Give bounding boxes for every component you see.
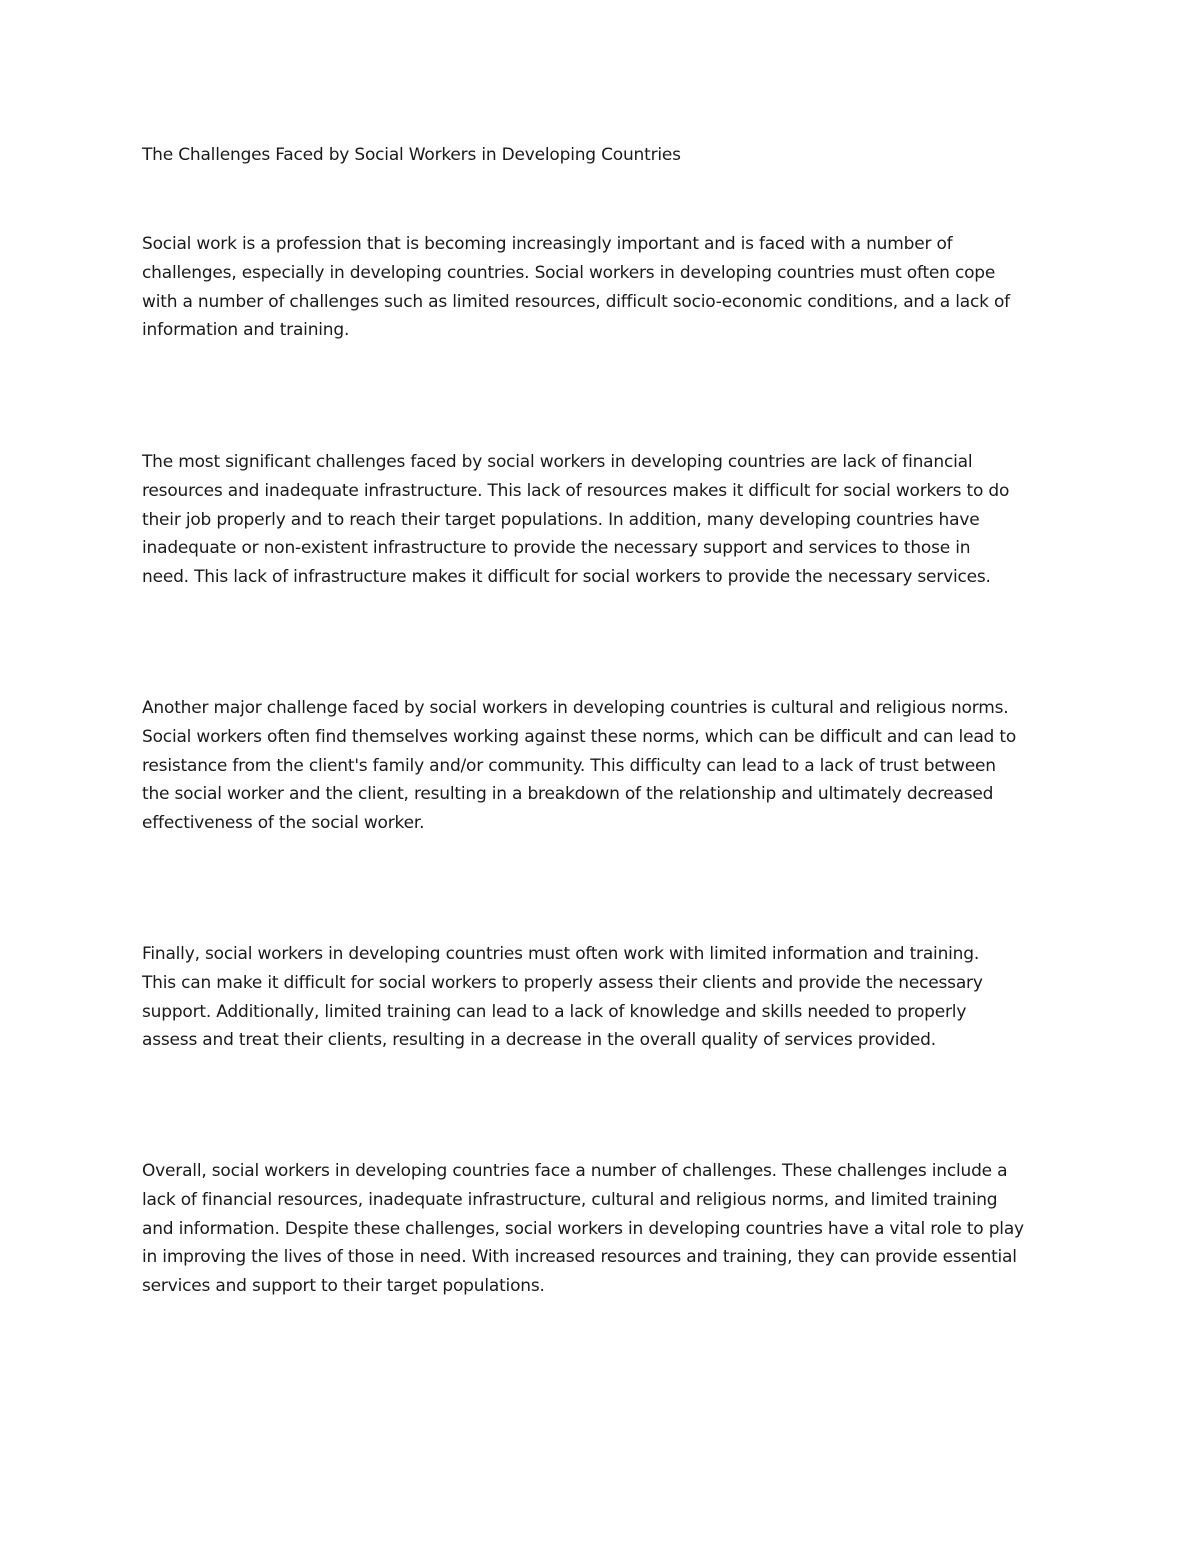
paragraph-line: Overall, social workers in developing countries face a number of challenges. These challenges include a bbox=[142, 1161, 1008, 1181]
paragraph-line: challenges, especially in developing countries. Social workers in developing countries must often cope bbox=[142, 262, 996, 283]
paragraph-line: effectiveness of the social worker. bbox=[142, 813, 425, 834]
paragraph-line: Another major challenge faced by social workers in developing countries is cultural and religious norms. bbox=[142, 698, 1009, 718]
paragraph-line: with a number of challenges such as limited resources, difficult socio-economic conditions, and a lack of bbox=[142, 291, 1010, 312]
paragraph-intro bbox=[142, 230, 1062, 345]
paragraph-line: in improving the lives of those in need. With increased resources and training, they can provide essential bbox=[142, 1247, 1017, 1268]
paragraph-information-training bbox=[142, 940, 1062, 1055]
paragraph-line: Finally, social workers in developing countries must often work with limited information and training. bbox=[142, 944, 980, 964]
paragraph-line: services and support to their target populations. bbox=[142, 1276, 545, 1297]
paragraph-line: information and training. bbox=[142, 320, 350, 341]
paragraph-line: Social work is a profession that is becoming increasingly important and is faced with a number of bbox=[142, 234, 953, 254]
paragraph-line: support. Additionally, limited training can lead to a lack of knowledge and skills needed to properly bbox=[142, 1001, 967, 1022]
paragraph-financial-infrastructure bbox=[142, 448, 1062, 592]
paragraph-line: assess and treat their clients, resulting in a decrease in the overall quality of services provided. bbox=[142, 1030, 936, 1051]
paragraph-cultural-norms bbox=[142, 694, 1062, 838]
paragraph-line: need. This lack of infrastructure makes it difficult for social workers to provide the necessary services. bbox=[142, 567, 991, 588]
paragraph-line: inadequate or non-existent infrastructure to provide the necessary support and services to those in bbox=[142, 538, 971, 559]
title-line: The Challenges Faced by Social Workers in Developing Countries bbox=[142, 145, 681, 165]
paragraph-line: their job properly and to reach their target populations. In addition, many developing countries have bbox=[142, 509, 980, 530]
paragraph-line: The most significant challenges faced by social workers in developing countries are lack of financial bbox=[142, 452, 973, 472]
paragraph-line: Social workers often find themselves working against these norms, which can be difficult and can lead to bbox=[142, 726, 1017, 747]
paragraph-line: lack of financial resources, inadequate infrastructure, cultural and religious norms, and limited training bbox=[142, 1189, 998, 1210]
document-title bbox=[142, 141, 1062, 170]
paragraph-line: resistance from the client's family and/or community. This difficulty can lead to a lack of trust between bbox=[142, 755, 996, 776]
paragraph-line: resources and inadequate infrastructure. This lack of resources makes it difficult for social workers to do bbox=[142, 480, 1010, 501]
paragraph-line: This can make it difficult for social workers to properly assess their clients and provide the necessary bbox=[142, 972, 983, 993]
paragraph-conclusion bbox=[142, 1157, 1062, 1301]
paragraph-line: the social worker and the client, resulting in a breakdown of the relationship and ultimately decreased bbox=[142, 784, 994, 805]
paragraph-line: and information. Despite these challenges, social workers in developing countries have a vital role to play bbox=[142, 1218, 1024, 1239]
